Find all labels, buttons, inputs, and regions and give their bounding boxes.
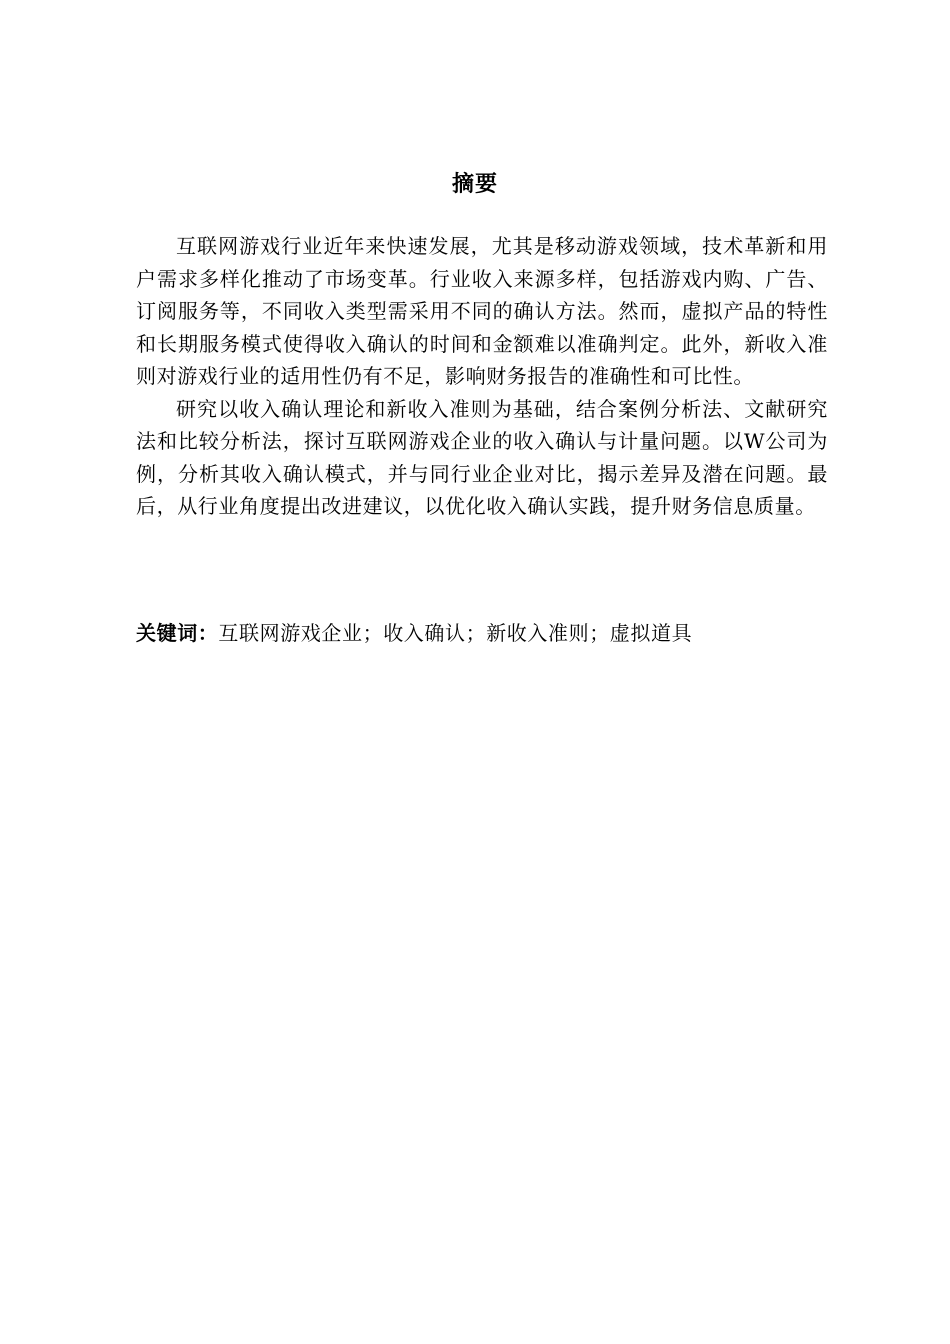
keywords-line <box>136 616 828 650</box>
abstract-paragraph-2: 研究以收入确认理论和新收入准则为基础，结合案例分析法、文献研究法和比较分析法，探讨互联网游戏企业的收入确认与计量问题。以W公司为例，分析其收入确认模式，并与同行业企业对比，揭示差异及潜在问题。最后，从行业角度提出改进建议，以优化收入确认实践，提升财务信息质量。 <box>136 396 828 518</box>
keywords-label: 关键词： <box>136 621 219 645</box>
abstract-title: 摘要 <box>451 172 498 197</box>
abstract-paragraph-1: 互联网游戏行业近年来快速发展，尤其是移动游戏领域，技术革新和用户需求多样化推动了市场变革。行业收入来源多样，包括游戏内购、广告、订阅服务等，不同收入类型需采用不同的确认方法。然而，虚拟产品的特性和长期服务模式使得收入确认的时间和金额难以准确判定。此外，新收入准则对游戏行业的适用性仍有不足，影响财务报告的准确性和可比性。 <box>136 234 828 388</box>
abstract-body <box>136 230 828 523</box>
keywords-text: 互联网游戏企业；收入确认；新收入准则；虚拟道具 <box>218 621 693 645</box>
